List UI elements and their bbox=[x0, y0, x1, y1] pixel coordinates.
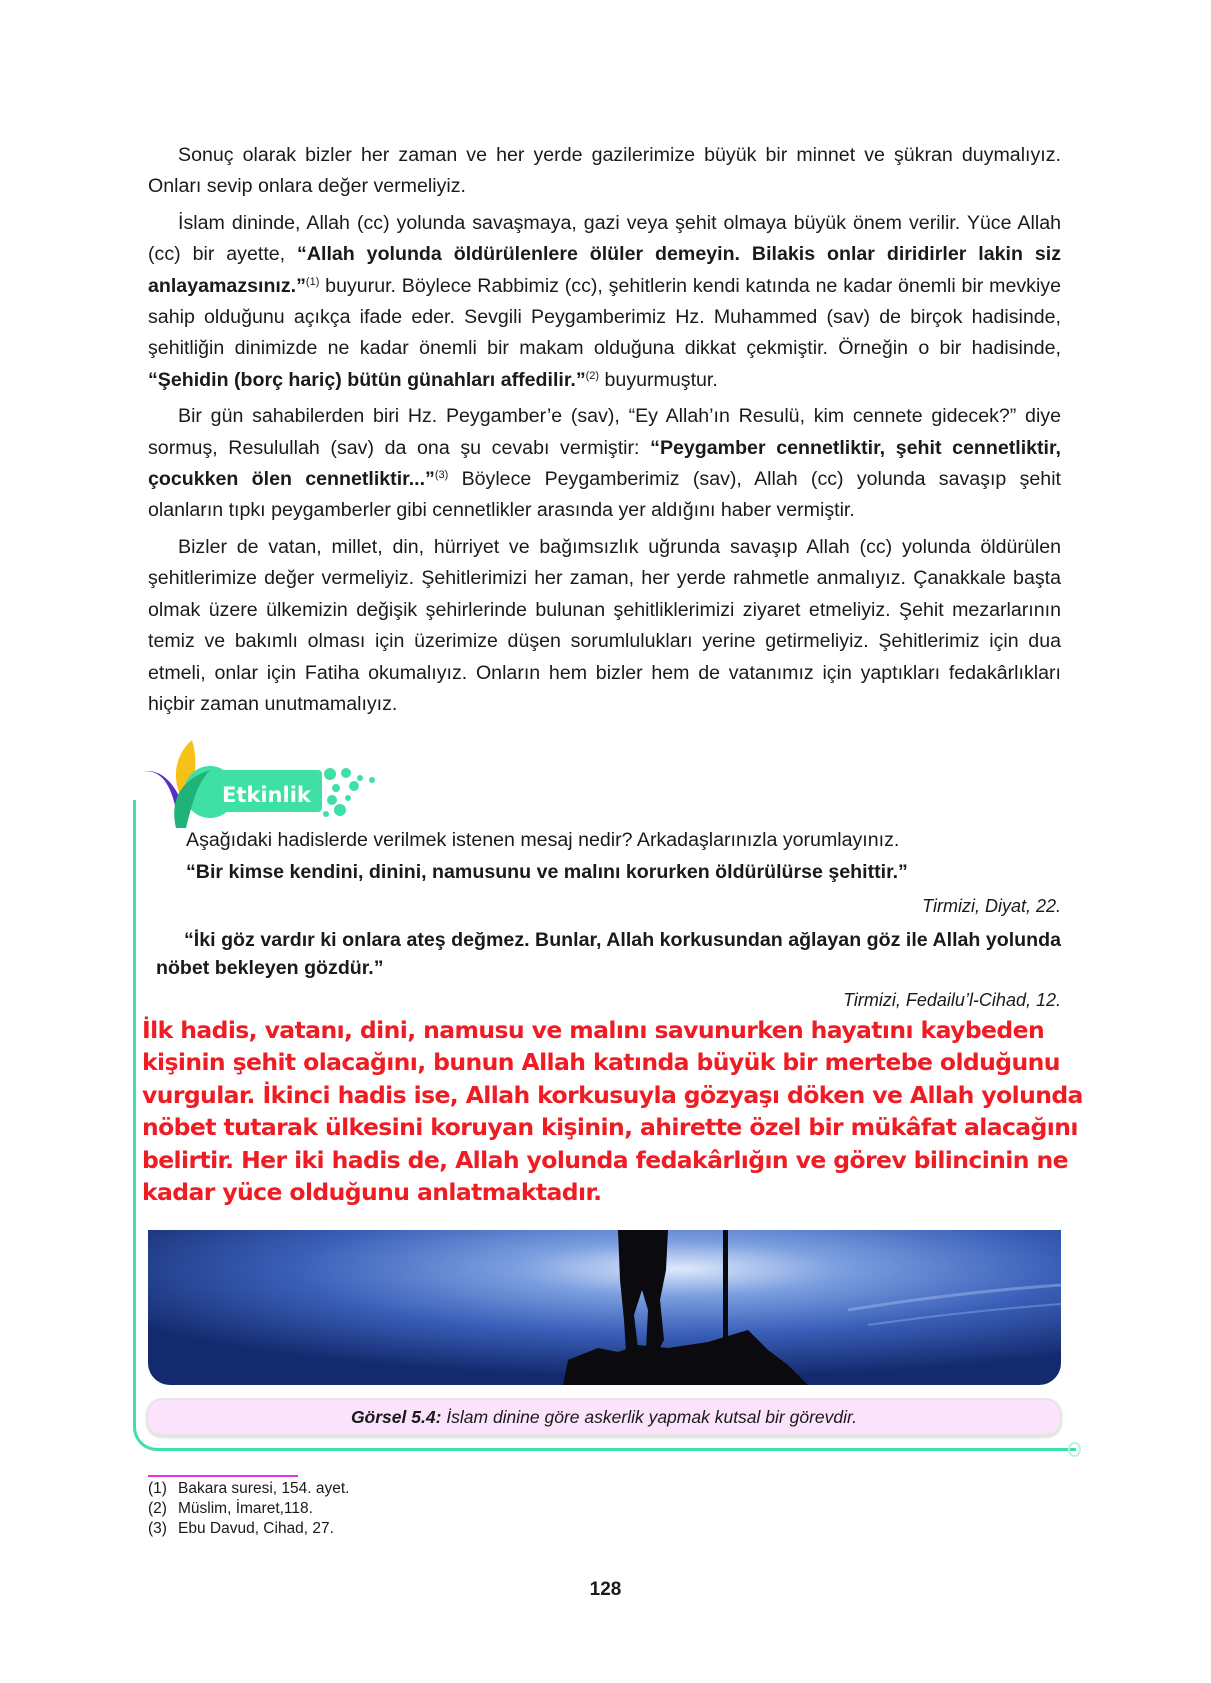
footnote-item bbox=[148, 1479, 349, 1499]
answer-line: nöbet tutarak ülkesini koruyan kişinin, ahirette özel bir mükâfat alacağını bbox=[142, 1113, 1078, 1142]
text-segment: Sonuç olarak bizler her zaman ve her yerde gazilerimize büyük bir minnet ve şükran duymalıyız. Onları sevip onlara değer vermeliyiz. bbox=[148, 144, 1061, 198]
paragraph bbox=[148, 208, 1061, 396]
text-segment: buyurmuştur. bbox=[599, 368, 718, 391]
soldier-photo bbox=[148, 1230, 1061, 1385]
paragraph bbox=[148, 532, 1061, 720]
text-segment: Bizler de vatan, millet, din, hürriyet ve bağımsızlık uğrunda savaşıp Allah (cc) yolunda öldürülen şehitlerimize değer vermeliyiz. Şehitlerimizi her zaman, her yerde rahmetle anmalıyız. Çanakkale başta olmak üzere ülkemizin değişik şehirlerinde bulunan şehitliklerimizi ziyaret etmeliyiz. Şehit mezarlarının temiz ve bakımlı olması için üzerimize düşen sorumlulukları yerine getirmeliyiz. Şehitlerimiz için dua etmeli, onlar için Fatiha okumalıyız. Onların hem bizler hem de vatanımız için yaptıkları fedakârlıkları hiçbir zaman unutmamalıyız. bbox=[148, 535, 1061, 715]
answer-line: kadar yüce olduğunu anlatmaktadır. bbox=[142, 1178, 602, 1207]
paragraph bbox=[148, 140, 1061, 203]
hadith-1-source: Tirmizi, Diyat, 22. bbox=[922, 896, 1061, 916]
figure-label: Görsel 5.4: bbox=[350, 1407, 442, 1427]
footnote-text: Ebu Davud, Cihad, 27. bbox=[178, 1520, 334, 1537]
answer-text bbox=[142, 1014, 1083, 1208]
bubbles-icon bbox=[323, 768, 375, 817]
text-segment: “Şehidin (borç hariç) bütün günahları affedilir.” bbox=[148, 368, 586, 391]
text-segment: İslam dininde, Allah (cc) yolunda savaşmaya, gazi veya şehit olmaya büyük önem verilir. Yüce Allah (cc) bir ayette, bbox=[148, 211, 1061, 266]
paragraph bbox=[148, 401, 1061, 527]
text-segment: buyurur. Böylece Rabbimiz (cc), şehitlerin kendi katında ne kadar önemli bir mevkiye sahip olduğunu açıkça ifade eder. Sevgili Peygamberimiz Hz. Muhammed (sav) de birçok hadisinde, şehitliğin dinimizde ne kadar önemli bir makam olduğuna dikkat çekmiştir. Örneğin o bir hadisinde, bbox=[148, 274, 1061, 360]
figure-caption bbox=[146, 1398, 1062, 1436]
frame-end-dot bbox=[1068, 1442, 1081, 1457]
footnote-ref: (3) bbox=[434, 469, 449, 482]
figure-caption-text: İslam dinine göre askerlik yapmak kutsal bir görevdir. bbox=[441, 1407, 858, 1427]
answer-line: vurgular. İkinci hadis ise, Allah korkusuyla gözyaşı döken ve Allah yolunda bbox=[142, 1080, 1083, 1109]
footnote-ref: (2) bbox=[585, 369, 600, 382]
hadith-1: “Bir kimse kendini, dinini, namusunu ve malını korurken öldürülürse şehittir.” bbox=[186, 861, 908, 883]
footnote-item bbox=[148, 1499, 349, 1519]
answer-line: belirtir. Her iki hadis de, Allah yolunda fedakârlığın ve görev bilincinin ne bbox=[142, 1145, 1068, 1174]
page-number: 128 bbox=[589, 1579, 622, 1600]
footnote-ref: (1) bbox=[305, 275, 320, 288]
footnote-number: (3) bbox=[148, 1520, 167, 1537]
text-segment: “Peygamber cennetliktir, şehit cennetliktir, çocukken ölen cennetliktir...” bbox=[148, 436, 1061, 491]
text-segment: “Allah yolunda öldürülenlere ölüler demeyin. Bilakis onlar diridirler lakin siz anlayamazsınız.” bbox=[148, 243, 1061, 297]
footnote-text: Bakara suresi, 154. ayet. bbox=[178, 1480, 350, 1497]
hadith-2: “İki göz vardır ki onlara ateş değmez. Bunlar, Allah korkusundan ağlayan göz ile Allah yolunda nöbet bekleyen gözdür.” bbox=[156, 929, 1061, 979]
footnote-rule bbox=[148, 1475, 298, 1477]
answer-line: İlk hadis, vatanı, dini, namusu ve malını savunurken hayatını kaybeden bbox=[142, 1016, 1045, 1044]
footnote-number: (1) bbox=[148, 1480, 167, 1497]
footnotes bbox=[148, 1479, 349, 1539]
text-segment: Bir gün sahabilerden biri Hz. Peygamber’e (sav), “Ey Allah’ın Resulü, kim cennete gidecek?” diye sormuş, Resulullah (sav) da ona şu cevabı vermiştir: bbox=[148, 405, 1061, 459]
footnote-text: Müslim, İmaret,118. bbox=[178, 1500, 313, 1517]
answer-line: kişinin şehit olacağını, bunun Allah katında büyük bir mertebe olduğunu bbox=[142, 1048, 1060, 1077]
text-segment: Böylece Peygamberimiz (sav), Allah (cc) yolunda savaşıp şehit olanların tıpkı peygamberler gibi cennetlikler arasında yer aldığını haber vermiştir. bbox=[148, 468, 1061, 522]
activity-question: Aşağıdaki hadislerde verilmek istenen mesaj nedir? Arkadaşlarınızla yorumlayınız. bbox=[186, 829, 900, 851]
footnote-item bbox=[148, 1519, 349, 1539]
body-text bbox=[148, 140, 1061, 725]
etkinlik-badge bbox=[140, 740, 380, 830]
footnote-number: (2) bbox=[148, 1500, 167, 1517]
badge-label: Etkinlik bbox=[222, 783, 311, 807]
hadith-2-source: Tirmizi, Fedailu’l-Cihad, 12. bbox=[843, 990, 1061, 1010]
